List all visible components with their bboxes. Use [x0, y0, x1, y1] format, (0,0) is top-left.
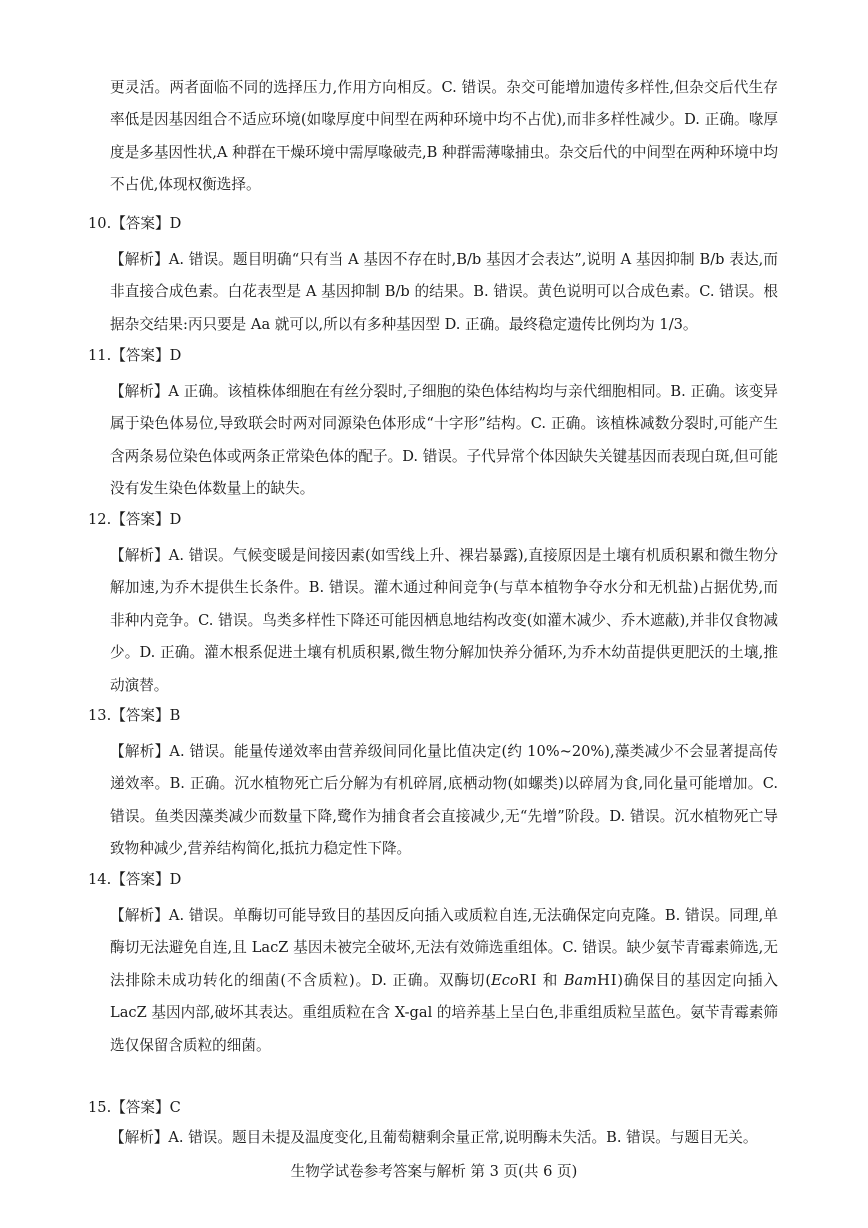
answer-q14: 14.【答案】D	[88, 871, 182, 888]
answer-q15: 15.【答案】C	[88, 1099, 181, 1116]
analysis-q14-part2: RⅠ 和	[518, 971, 564, 989]
analysis-q15: 【解析】A. 错误。题目未提及温度变化,且葡萄糖剩余量正常,说明酶未失活。B. 错误。与题目无关。	[110, 1129, 758, 1146]
answer-q10: 10.【答案】D	[88, 215, 182, 232]
enzyme-bam-italic: Bam	[563, 971, 598, 989]
analysis-q10: 【解析】A. 错误。题目明确“只有当 A 基因不存在时,B/b 基因才会表达”,说明 A 基因抑制 B/b 表达,而非直接合成色素。白花表型是 A 基因抑制 B/b 的结果。B. 错误。黄色说明可以合成色素。C. 错误。根据杂交结果:丙只要是 Aa 就可以,所以有多种基因型 D. 正确。最终稳定遗传比例均为 1/3。	[110, 251, 778, 333]
analysis-q14	[110, 900, 778, 1062]
answer-q13: 13.【答案】B	[88, 707, 181, 724]
answer-q12: 12.【答案】D	[88, 511, 182, 528]
analysis-q14-part1: 【解析】A. 错误。单酶切可能导致目的基因反向插入或质粒自连,无法确保定向克隆。B. 错误。同理,单酶切无法避免自连,且 LacZ 基因未被完全破坏,无法有效筛选重组体。C. 错误。缺少氨苄青霉素筛选,无法排除未成功转化的细菌(不含质粒)。D. 正确。双酶切(	[110, 907, 778, 989]
analysis-q14-part3: HⅠ)确保目的基因定向插入 LacZ 基因内部,破坏其表达。重组质粒在含 X-gal 的培养基上呈白色,非重组质粒呈蓝色。氨苄青霉素筛选仅保留含质粒的细菌。	[110, 971, 779, 1054]
paragraph-q9-continued: 更灵活。两者面临不同的选择压力,作用方向相反。C. 错误。杂交可能增加遗传多样性,但杂交后代生存率低是因基因组合不适应环境(如喙厚度中间型在两种环境中均不占优),而非多样性减少。D. 正确。喙厚度是多基因性状,A 种群在干燥环境中需厚喙破壳,B 种群需薄喙捕虫。杂交后代的中间型在两种环境中均不占优,体现权衡选择。	[110, 79, 778, 194]
analysis-q13: 【解析】A. 错误。能量传递效率由营养级间同化量比值决定(约 10%~20%),藻类减少不会显著提高传递效率。B. 正确。沉水植物死亡后分解为有机碎屑,底栖动物(如螺类)以碎屑为食,同化量可能增加。C. 错误。鱼类因藻类减少而数量下降,鹭作为捕食者会直接减少,无“先增”阶段。D. 错误。沉水植物死亡导致物种减少,营养结构简化,抵抗力稳定性下降。	[110, 743, 778, 858]
analysis-q12: 【解析】A. 错误。气候变暖是间接因素(如雪线上升、裸岩暴露),直接原因是土壤有机质积累和微生物分解加速,为乔木提供生长条件。B. 错误。灌木通过种间竞争(与草本植物争夺水分和无机盐)占据优势,而非种内竞争。C. 错误。鸟类多样性下降还可能因栖息地结构改变(如灌木减少、乔木遮蔽),并非仅食物减少。D. 正确。灌木根系促进土壤有机质积累,微生物分解加快养分循环,为乔木幼苗提供更肥沃的土壤,推动演替。	[110, 547, 778, 694]
page-footer: 生物学试卷参考答案与解析 第 3 页(共 6 页)	[290, 1163, 578, 1180]
analysis-q11: 【解析】A 正确。该植株体细胞在有丝分裂时,子细胞的染色体结构均与亲代细胞相同。B. 正确。该变异属于染色体易位,导致联会时两对同源染色体形成“十字形”结构。C. 正确。该植株减数分裂时,可能产生含两条易位染色体或两条正常染色体的配子。D. 错误。子代异常个体因缺失关键基因而表现白斑,但可能没有发生染色体数量上的缺失。	[110, 383, 778, 498]
enzyme-eco-italic: Eco	[491, 971, 519, 989]
answer-q11: 11.【答案】D	[88, 347, 182, 364]
